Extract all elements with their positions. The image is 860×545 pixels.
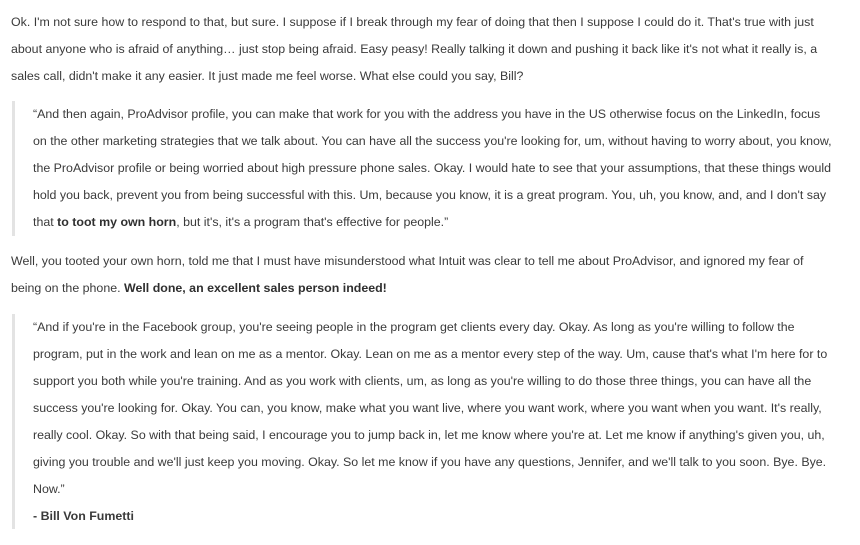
quote-bold-phrase: to toot my own horn xyxy=(57,215,177,229)
quote-text-after: , but it's, it's a program that's effective for people.” xyxy=(176,215,449,229)
blockquote-bill-2 xyxy=(12,314,834,529)
paragraph-reaction xyxy=(11,248,834,302)
quote-signature: - Bill Von Fumetti xyxy=(33,509,134,523)
quote-text: “And if you're in the Facebook group, you're seeing people in the program get clients every day. Okay. As long as you're willing to follow the program, put in the work and lean on me as a mentor. Okay. Lean on me as a mentor every step of the way. Um, cause that's what I'm here for to support you both while you're training. And as you work with clients, um, as long as you're willing to do those three things, you can have all the success you're looking for. Okay. You can, you know, make what you want live, where you want work, where you want when you want. It's really, really cool. Okay. So with that being said, I encourage you to jump back in, let me know where you're at. Let me know if anything's given you, uh, giving you trouble and we'll just keep you moving. Okay. So let me know if you have any questions, Jennifer, and we'll talk to you soon. Bye. Bye. Now.” xyxy=(33,320,828,496)
paragraph-response: Ok. I'm not sure how to respond to that, but sure. I suppose if I break through my fear of doing that then I suppose I could do it. That's true with just about anyone who is afraid of anything… just stop being afraid. Easy peasy! Really talking it down and pushing it back like it's not what it really is, a sales call, didn't make it any easier. It just made me feel worse. What else could you say, Bill? xyxy=(11,15,818,83)
reaction-text: Well, you tooted your own horn, told me that I must have misunderstood what Intuit was clear to tell me about ProAdvisor, and ignored my fear of being on the phone. xyxy=(11,254,804,295)
quote-text xyxy=(33,101,834,236)
quote-text-before: “And then again, ProAdvisor profile, you can make that work for you with the address you have in the US otherwise focus on the LinkedIn, focus on the other marketing strategies that we talk about. You can have all the success you're looking for, um, without having to worry about, you know, the ProAdvisor profile or being worried about high pressure phone sales. Okay. I would hate to see that your assumptions, that these things would hold you back, prevent you from being successful with this. Um, because you know, it is a great program. You, uh, you know, and, and I don't say that xyxy=(33,107,832,229)
blockquote-bill-1 xyxy=(12,101,834,236)
reaction-bold-text: Well done, an excellent sales person indeed! xyxy=(124,281,387,295)
